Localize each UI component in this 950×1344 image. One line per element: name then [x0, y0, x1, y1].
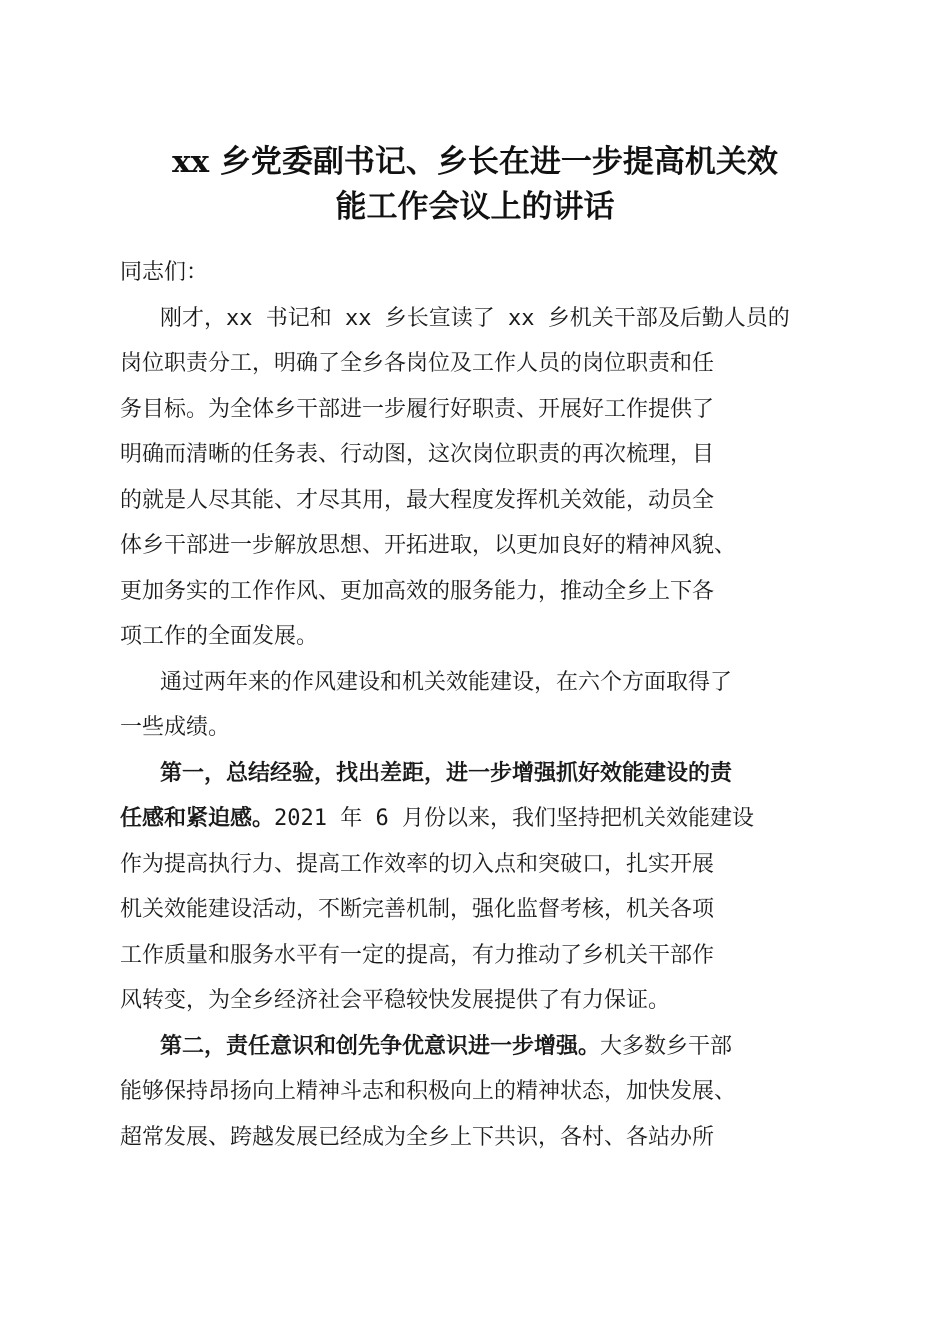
paragraph-4-line: 能够保持昂扬向上精神斗志和积极向上的精神状态，加快发展、 [120, 1079, 737, 1104]
paragraph-3-lead: 第一，总结经验，找出差距，进一步增强抓好效能建设的责 [160, 759, 733, 786]
paragraph-1-line: 务目标。为全体乡干部进一步履行好职责、开展好工作提供了 [120, 396, 715, 422]
paragraph-2-line: 通过两年来的作风建设和机关效能建设，在六个方面取得了 [160, 669, 733, 695]
document-title-line-2: 能工作会议上的讲话 [335, 189, 615, 225]
paragraph-1-line: 项工作的全面发展。 [120, 624, 319, 649]
paragraph-3-line: 风转变，为全乡经济社会平稳较快发展提供了有力保证。 [120, 988, 671, 1013]
paragraph-4-line [120, 1024, 828, 1070]
document-body [120, 250, 828, 1160]
paragraph-4-line: 超常发展、跨越发展已经成为全乡上下共识，各村、各站办所 [120, 1124, 715, 1150]
paragraph-2-line: 一些成绩。 [120, 715, 231, 740]
paragraph-3-text: 2021 年 6 月份以来，我们坚持把机关效能建设 [274, 806, 754, 831]
paragraph-3-lead-end: 任感和紧迫感。 [120, 805, 275, 831]
paragraph-4-lead: 第二，责任意识和创先争优意识进一步增强。 [160, 1032, 601, 1059]
paragraph-3-line [120, 796, 828, 842]
paragraph-3-line: 作为提高执行力、提高工作效率的切入点和突破口，扎实开展 [120, 851, 715, 877]
paragraph-3-line: 机关效能建设活动，不断完善机制，强化监督考核，机关各项 [120, 897, 715, 922]
paragraph-1-line: 明确而清晰的任务表、行动图，这次岗位职责的再次梳理，目 [120, 442, 715, 467]
paragraph-3-line: 工作质量和服务水平有一定的提高，有力推动了乡机关干部作 [120, 942, 715, 968]
salutation: 同志们： [120, 260, 209, 285]
paragraph-1-line: 的就是人尽其能、才尽其用，最大程度发挥机关效能，动员全 [120, 487, 715, 513]
paragraph-3-lead-line [120, 751, 828, 797]
paragraph-1-line: 更加务实的工作作风、更加高效的服务能力，推动全乡上下各 [120, 578, 715, 604]
paragraph-1-line: 体乡干部进一步解放思想、开拓进取，以更加良好的精神风貌、 [120, 533, 737, 558]
paragraph-1-line: 岗位职责分工，明确了全乡各岗位及工作人员的岗位职责和任 [120, 351, 715, 376]
paragraph-4-text: 大多数乡干部 [600, 1033, 733, 1059]
paragraph-1-line: 刚才，xx 书记和 xx 乡长宣读了 xx 乡机关干部及后勤人员的 [160, 305, 790, 331]
document-title-line-1: xx 乡党委副书记、乡长在进一步提高机关效 [172, 144, 778, 180]
